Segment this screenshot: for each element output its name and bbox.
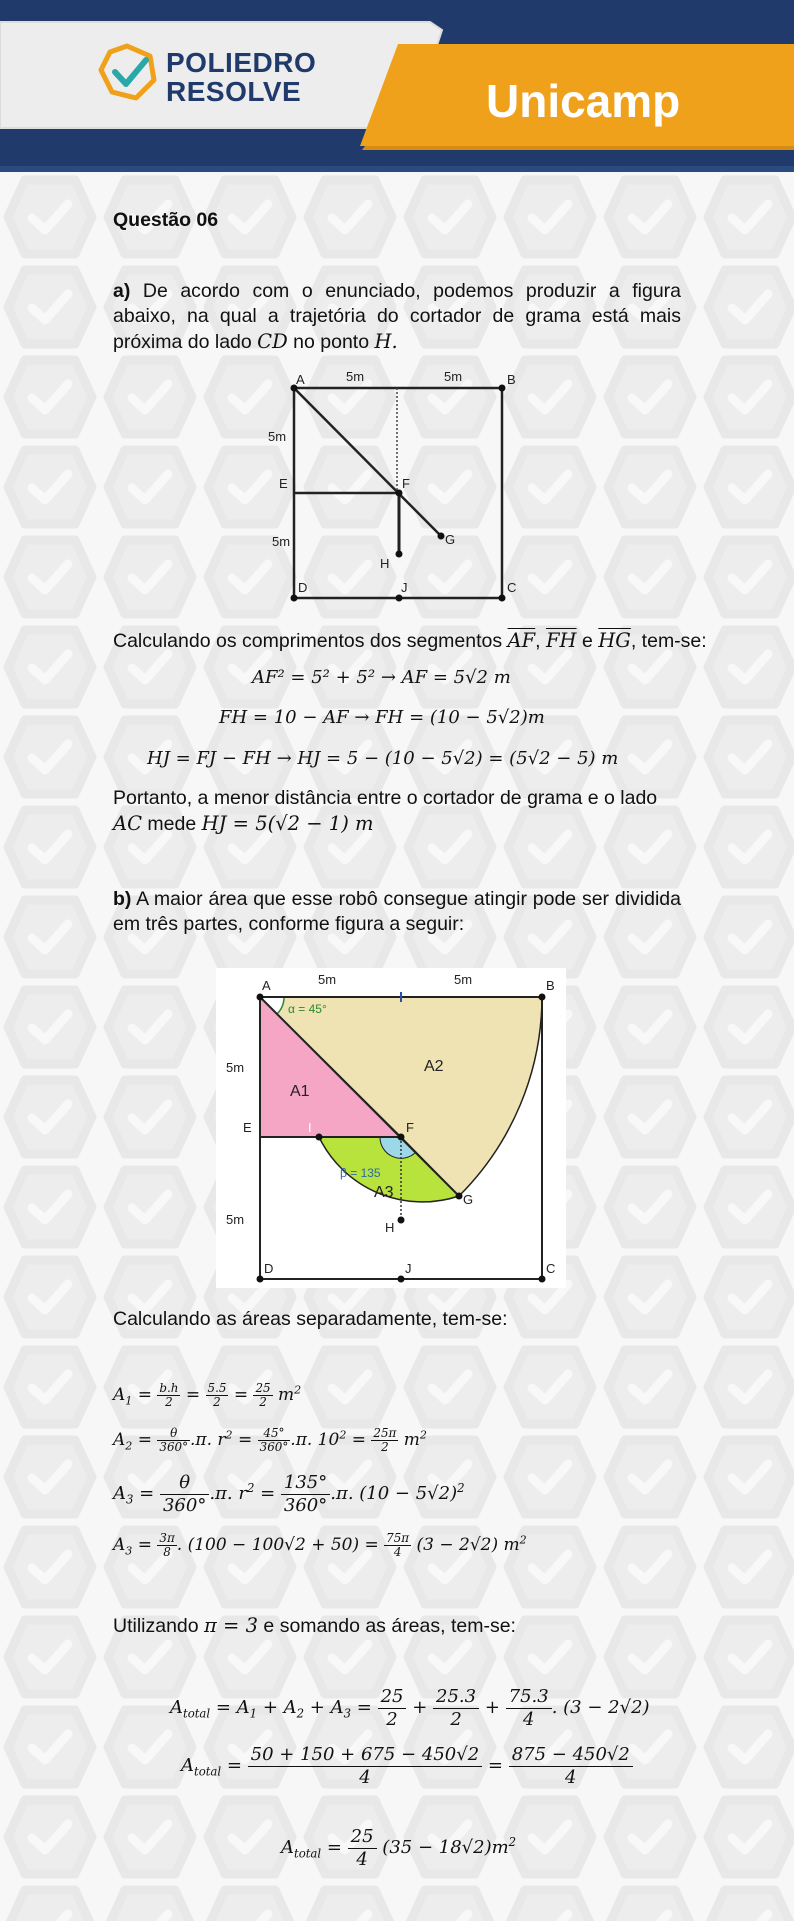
fig-b-dim-top-right: 5m	[454, 972, 473, 987]
part-b-label: b)	[113, 888, 132, 910]
segments-and: e	[576, 630, 599, 652]
equation-total-3: $A_{total}$ = $\frac{25}{4}$ $(35 - 18√2)m^2$	[281, 1826, 517, 1870]
fig-a-label-e: E	[279, 476, 288, 491]
segments-intro-text: Calculando os comprimentos dos segmentos	[113, 630, 508, 652]
segments-intro-end: , tem-se:	[630, 630, 707, 652]
figure-a-lawn-diagram	[260, 366, 530, 606]
equation-a3-1: $A_3$ = $\frac{\theta}{360^\circ}$ .π. $r^2$ = $\frac{135^\circ}{360^\circ}$ .π. $(10 - 5√2)^2$	[113, 1472, 465, 1516]
fig-b-label-f: F	[406, 1120, 414, 1135]
areas-intro: Calculando as áreas separadamente, tem-se:	[113, 1308, 508, 1330]
fig-b-label-b: B	[546, 978, 555, 993]
fig-b-label-e: E	[243, 1120, 252, 1135]
equation-a3-2: $A_3$ = $\frac{3\pi}{8}$ . (100 − 100√2 + 50) = $\frac{75\pi}{4}$ (3 − 2√2) $m^2$	[113, 1531, 527, 1560]
fig-a-label-j: J	[401, 580, 408, 595]
conclusion-a-equation: HJ = 5(√2 − 1) m	[201, 812, 374, 835]
fig-b-label-g: G	[463, 1192, 474, 1207]
fig-b-label-c: C	[546, 1261, 556, 1276]
fig-b-label-j: J	[405, 1261, 412, 1276]
fig-a-label-b: B	[507, 372, 516, 387]
logo-line-1: POLIEDRO	[166, 47, 317, 78]
equation-af: AF² = 5² + 5² → AF = 5√2 m	[252, 667, 511, 688]
equation-a2: $A_2$ = $\frac{\theta}{360^\circ}$ .π. $r^2$ = $\frac{45^\circ}{360^\circ}$ .π. $10^2$ = $\frac{25\pi}{2}$ $m^2$	[113, 1426, 427, 1455]
segment-af: $\overline{AF}$	[507, 629, 536, 652]
part-a-label: a)	[113, 280, 131, 302]
region-a2-label: A2	[424, 1058, 444, 1075]
question-title: Questão 06	[113, 209, 219, 231]
fig-a-label-f: F	[402, 476, 410, 491]
pi-intro-text-1: Utilizando	[113, 1615, 205, 1637]
equation-hj: HJ = FJ − FH → HJ = 5 − (10 − 5√2) = (5√2 − 5) m	[147, 748, 619, 769]
fig-b-dim-left-top: 5m	[226, 1060, 245, 1075]
equation-total-1: $A_{total} = A_1 + A_2 + A_3$ = $\frac{25}{2}$ + $\frac{25.3}{2}$ + $\frac{75.3}{4}$ . (3 − 2√2)	[170, 1686, 650, 1730]
part-b-intro-text: A maior área que esse robô consegue atingir pode ser dividida em três partes, conforme figura a seguir:	[113, 888, 681, 935]
side-cd: CD	[257, 330, 288, 353]
pi-intro-text-2: e somando as áreas, tem-se:	[258, 1615, 516, 1637]
equation-a1: $A_1$ = $\frac{b.h}{2}$ = $\frac{5.5}{2}$ = $\frac{25}{2}$ $m^2$	[113, 1381, 302, 1410]
fig-a-dim-top-left: 5m	[346, 369, 365, 384]
conclusion-a-text: Portanto, a menor distância entre o cortador de grama e o lado	[113, 787, 658, 809]
fig-b-dim-top-left: 5m	[318, 972, 337, 987]
fig-a-dim-left-bottom: 5m	[272, 534, 291, 549]
part-a-intro	[113, 279, 681, 355]
segments-comma: ,	[535, 630, 547, 652]
point-h: H.	[374, 330, 398, 353]
part-b-intro	[113, 887, 681, 937]
fig-a-dim-left-top: 5m	[268, 429, 287, 444]
part-a-intro-text-2: no ponto	[287, 331, 375, 353]
part-a-intro-text-1: De acordo com o enunciado, podemos produzir a figura abaixo, na qual a trajetória do cortador de grama está mais próxima do lado	[113, 280, 681, 353]
segment-fh: $\overline{FH}$	[546, 629, 577, 652]
fig-b-label-i: I	[308, 1120, 312, 1135]
beta-angle-label: β = 135	[340, 1166, 381, 1180]
region-a3-label: A3	[374, 1184, 394, 1201]
fig-b-label-a: A	[262, 978, 271, 993]
fig-a-label-d: D	[298, 580, 308, 595]
conclusion-a-mid: mede	[142, 813, 202, 835]
equation-fh: FH = 10 − AF → FH = (10 − 5√2)m	[219, 707, 545, 728]
fig-b-label-d: D	[264, 1261, 274, 1276]
segments-intro	[113, 628, 707, 654]
fig-a-dim-top-right: 5m	[444, 369, 463, 384]
fig-b-label-h: H	[385, 1220, 395, 1235]
fig-a-label-h: H	[380, 556, 390, 571]
conclusion-a	[113, 786, 693, 837]
pi-intro	[113, 1613, 516, 1639]
equation-total-2: $A_{total}$ = $\frac{50 + 150 + 675 - 450√2}{4}$ = $\frac{875 - 450√2}{4}$	[181, 1744, 633, 1788]
alpha-angle-label: α = 45°	[288, 1002, 327, 1016]
segment-hg: $\overline{HG}$	[598, 629, 631, 652]
region-a1-label: A1	[290, 1083, 310, 1100]
pi-value: π = 3	[204, 1614, 259, 1637]
exam-name: Unicamp	[486, 75, 681, 127]
fig-a-label-a: A	[296, 372, 305, 387]
fig-a-label-g: G	[445, 532, 456, 547]
fig-a-label-c: C	[507, 580, 517, 595]
figure-b-area-diagram	[216, 968, 566, 1288]
side-ac: AC	[113, 812, 143, 835]
logo-line-2: RESOLVE	[166, 76, 302, 107]
fig-b-dim-left-bottom: 5m	[226, 1212, 245, 1227]
